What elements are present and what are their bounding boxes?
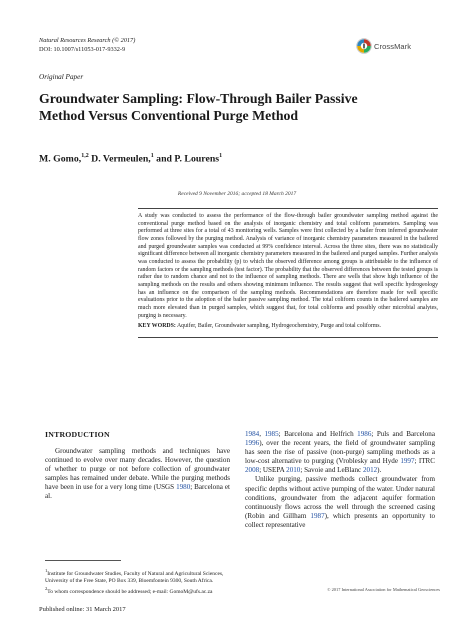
intro-text: ; USEPA [259,466,287,475]
citation-link[interactable]: 1986 [357,430,372,438]
author-name: and P. Lourens [153,153,220,165]
citation-link[interactable]: 1996 [245,439,260,448]
keywords [138,323,438,331]
paper-title [39,90,449,124]
author-name: M. Gomo, [39,153,82,165]
citation-link[interactable]: 1980 [176,483,191,492]
intro-text: ), which presents an opportunity to collect representative [245,511,435,529]
abstract-text: A study was conducted to assess the performance of the flow-through bailer groundwater sampling method against the conventional purge method based on the analysis of inorganic chemistry and total coliform parameters. Sampling was performed at three sites for a total of 43 monitoring wells. Samples were first collected by a bailer from inferred groundwater flow zones followed by the purging method. Analysis of variance of inorganic chemistry parameters measured in the bailered and purged groundwater samples was conducted at 99% confidence interval. Across the three sites, there was no statistically significant difference between all inorganic chemistry parameters measured in the bailered and purged samples. Further analysis was conducted to assess the probability (p) to which the observed difference among groups is attributable to the influence of random factors or the sampling methods (test factor). The probability that the observed differences between the tested groups is rather due to random chance and not to the influence of sampling methods. There are wells that show high influence of the sampling methods on the results and others showing minimum influence. The results suggest that well specific hydrogeology has an influence on the comparison of the sampling methods. Recommendations are therefore made for well specific evaluations prior to the adoption of the bailer passive sampling method. The total coliform counts in the bailered samples are much more elevated than in purged samples, which suggest that, for total coliforms and possibly other microbial analytes, purging is necessary. [138,213,438,319]
intro-paragraph-right-1 [245,430,435,475]
footnote-divider [45,560,121,561]
footnote-text: To whom correspondence should be addressed; e-mail: GomoM@ufs.ac.za [47,588,213,595]
title-line-2: Method Versus Conventional Purge Method [39,108,299,123]
intro-paragraph-right-2 [245,475,435,530]
intro-text: ; Savoie and LeBlanc [300,466,363,475]
footnote-marker: 2 [45,585,48,591]
doi[interactable]: DOI: 10.1007/s11053-017-9332-9 [39,46,126,53]
intro-column-right [245,430,435,530]
citation-link[interactable]: 1997 [400,457,415,466]
intro-text: ; Puls and Barcelona [371,430,435,438]
crossmark-label: CrossMark [374,41,412,51]
intro-text: ; ITRC [414,457,435,466]
citation-link[interactable]: 1985 [264,430,279,438]
citation-link[interactable]: 1987 [310,511,325,520]
crossmark-badge[interactable] [356,38,442,54]
footnote-affiliation [45,567,230,585]
affiliation-marker[interactable]: 1 [150,153,154,159]
author-name: D. Vermeulen, [88,153,151,165]
crossmark-icon [356,38,372,54]
affiliation-marker[interactable]: 1 [219,153,223,159]
keywords-text: Aquifer, Bailer, Groundwater sampling, Hydrogeochemistry, Purge and total coliforms. [175,323,381,330]
citation-link[interactable]: 2008 [245,466,260,475]
author-list [39,153,222,164]
footnote-marker: 1 [45,568,48,573]
intro-text: , [259,430,265,438]
citation-link[interactable]: 2012 [362,466,378,475]
journal-name: Natural Resources Research (© 2017) [39,37,136,44]
intro-text: ; Barcelona and Helfrich [278,430,358,438]
intro-text: ). [377,466,382,475]
published-date: Published online: 31 March 2017 [39,606,126,613]
intro-text: ; Barcelona et al. [45,483,231,501]
footnote-text: Institute for Groundwater Studies, Faculty of Natural and Agricultural Sciences, University of the Free State, PO Box 339, Bloemfontein 9300, South Africa. [45,570,224,584]
title-line-1: Groundwater Sampling: Flow-Through Bailer Passive [39,91,358,106]
article-type: Original Paper [39,73,84,81]
abstract-box [138,208,438,338]
citation-link[interactable]: 1984 [245,430,260,438]
citation-link[interactable]: 2010 [286,466,301,475]
intro-paragraph-left [45,447,230,502]
intro-text: ), over the recent years, the field of groundwater sampling has seen the rise of passive (non-purge) sampling methods as a low-cost alternative to purging (Vroblesky and Hyde [245,439,435,466]
affiliation-marker[interactable]: 1,2 [81,153,89,159]
copyright-notice: © 2017 International Association for Mathematical Geosciences [327,587,440,592]
received-dates: Received 9 November 2016; accepted 18 March 2017 [177,191,297,197]
section-heading-introduction: INTRODUCTION [45,430,110,439]
intro-text: Groundwater sampling methods and techniques have continued to evolve over many decades. However, the question of whether to purge or not before collection of groundwater samples has remained under debate. While the purging methods have been in use for a very long time (USGS [45,447,230,492]
intro-text: Unlike purging, passive methods collect groundwater from specific depths without active pumping of the water. Under natural conditions, groundwater from the adjacent aquifer formation continuously flows across the well through the screened casing (Robin and Gillham [245,475,435,520]
journal-header [39,36,135,54]
keywords-label: KEY WORDS: [138,323,176,330]
